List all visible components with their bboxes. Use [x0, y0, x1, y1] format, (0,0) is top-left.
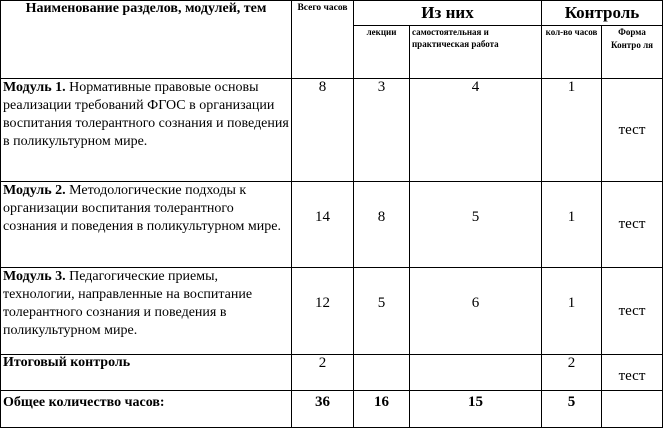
grand-total-form-empty [602, 391, 663, 428]
grand-total-label: Общее количество часов: [1, 391, 292, 428]
module-description: Нормативные правовые основы реализации требований ФГОС в организации воспитания толерантного сознания и поведения в поликультурном мире. [3, 80, 289, 149]
final-control-form: тест [602, 355, 663, 391]
control-hours-cell: 1 [542, 182, 602, 268]
control-form-cell: тест [602, 268, 663, 355]
header-of-them: Из них [354, 1, 542, 26]
header-control-hours: кол-во часов [542, 26, 602, 79]
grand-total-practical: 15 [410, 391, 542, 428]
header-independent-practical: самостоятельная и практическая работа [410, 26, 542, 79]
table-row [1, 268, 663, 355]
header-lectures: лекции [354, 26, 410, 79]
module-cell [1, 268, 292, 355]
lectures-cell: 3 [354, 79, 410, 182]
header-section-name: Наименование разделов, модулей, тем [1, 1, 292, 79]
module-title: Модуль 2. [3, 183, 66, 198]
final-control-row [1, 355, 663, 391]
table-row [1, 79, 663, 182]
header-row-1 [1, 1, 663, 26]
header-total-hours: Всего часов [292, 1, 354, 79]
practical-cell: 4 [410, 79, 542, 182]
final-control-hours: 2 [542, 355, 602, 391]
practical-cell: 6 [410, 268, 542, 355]
module-description: Педагогические приемы, технологии, направленные на воспитание толерантного сознания и поведения в поликультурном мире. [3, 269, 253, 338]
final-control-practical-empty [410, 355, 542, 391]
final-control-lectures-empty [354, 355, 410, 391]
total-hours-cell: 12 [292, 268, 354, 355]
header-control-form: Форма Контро ля [602, 26, 663, 79]
practical-cell: 5 [410, 182, 542, 268]
control-hours-cell: 1 [542, 79, 602, 182]
grand-total-hours: 36 [292, 391, 354, 428]
grand-total-control-hours: 5 [542, 391, 602, 428]
lectures-cell: 5 [354, 268, 410, 355]
final-control-total: 2 [292, 355, 354, 391]
module-description: Методологические подходы к организации воспитания толерантного сознания и поведения в поликультурном мире. [3, 183, 281, 234]
lectures-cell: 8 [354, 182, 410, 268]
control-form-cell: тест [602, 182, 663, 268]
total-hours-cell: 14 [292, 182, 354, 268]
module-title: Модуль 3. [3, 269, 66, 284]
module-title: Модуль 1. [3, 80, 66, 95]
grand-total-row [1, 391, 663, 428]
control-hours-cell: 1 [542, 268, 602, 355]
final-control-label: Итоговый контроль [1, 355, 292, 391]
table-row [1, 182, 663, 268]
module-cell [1, 182, 292, 268]
module-cell [1, 79, 292, 182]
header-control: Контроль [542, 1, 663, 26]
total-hours-cell: 8 [292, 79, 354, 182]
grand-total-lectures: 16 [354, 391, 410, 428]
control-form-cell: тест [602, 79, 663, 182]
